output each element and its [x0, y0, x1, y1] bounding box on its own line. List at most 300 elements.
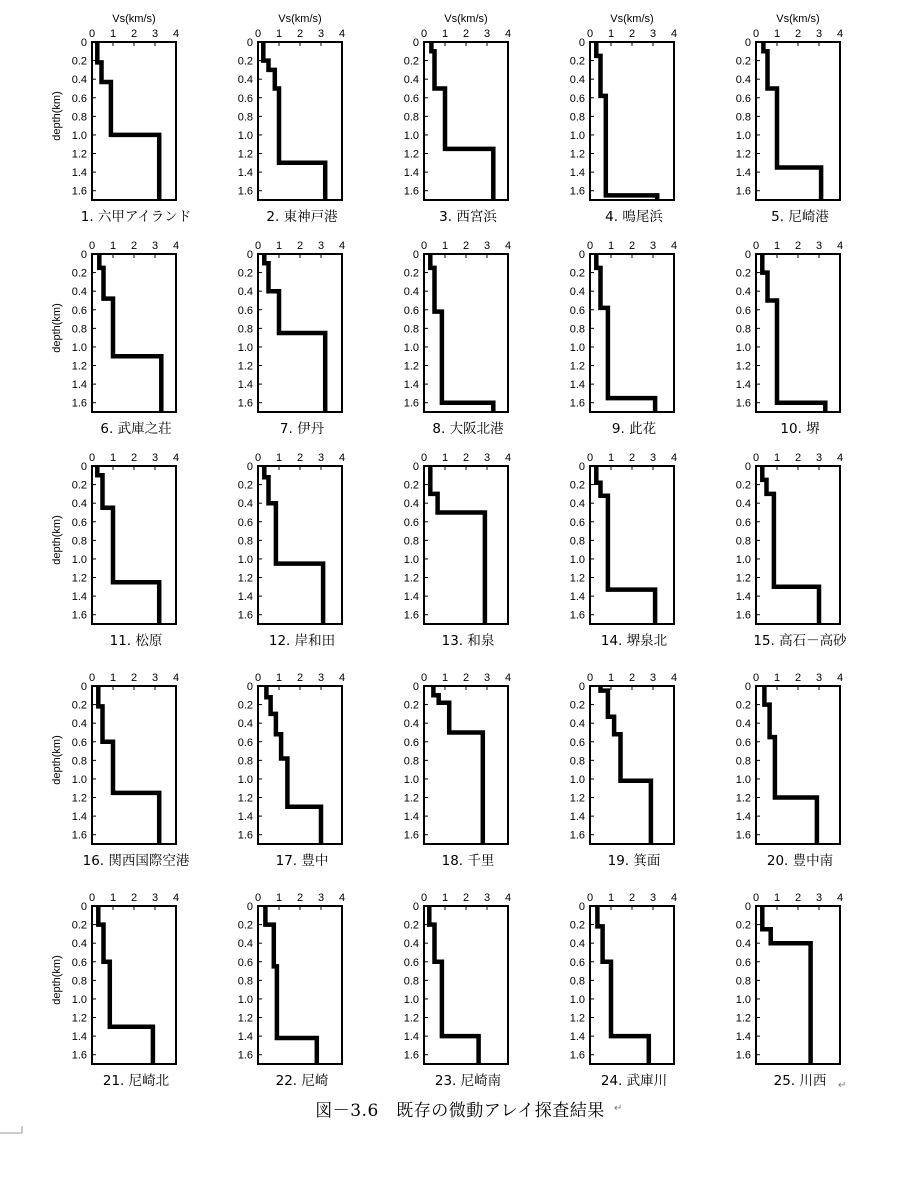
x-tick-label: 3	[317, 672, 325, 684]
y-tick-label: 0.6	[735, 956, 751, 969]
y-tick-label: 1.6	[71, 1049, 87, 1062]
x-tick-label: 2	[628, 892, 636, 904]
y-tick-label: 0.4	[237, 498, 253, 511]
y-tick-label: 1.2	[735, 148, 751, 161]
x-tick-label: 4	[338, 672, 346, 684]
y-tick-label: 0.2	[735, 267, 751, 280]
x-tick-label: 1	[109, 28, 117, 40]
y-tick-label: 1.0	[569, 129, 585, 142]
x-tick-label: 1	[275, 28, 283, 40]
x-tick-label: 1	[773, 452, 781, 464]
chart-title: 21. 尼崎北	[102, 1073, 170, 1089]
y-tick-label: 0.2	[71, 267, 87, 280]
y-tick-label: 0.8	[71, 111, 87, 124]
y-tick-label: 0.6	[71, 92, 87, 105]
x-axis-label: Vs(km/s)	[444, 13, 488, 25]
chart-title: 8. 大阪北港	[432, 421, 504, 437]
vs-profile-line	[98, 686, 159, 844]
y-tick-label: 1.2	[237, 148, 253, 161]
x-tick-label: 1	[773, 892, 781, 904]
y-tick-label: 1.4	[403, 379, 419, 392]
plot-frame	[590, 686, 674, 844]
x-tick-label: 2	[628, 672, 636, 684]
y-tick-label: 1.2	[237, 572, 253, 585]
y-tick-label: 0.2	[71, 699, 87, 712]
y-tick-label: 0.2	[569, 699, 585, 712]
vs-profile-line	[98, 906, 153, 1064]
x-tick-label: 0	[586, 28, 594, 40]
y-tick-label: 1.4	[237, 591, 253, 604]
y-tick-label: 1.2	[569, 1012, 585, 1025]
y-tick-label: 0.6	[735, 92, 751, 105]
x-tick-label: 1	[275, 892, 283, 904]
x-tick-label: 3	[483, 892, 491, 904]
figure-caption: 図－3.6 既存の微動アレイ探査結果	[315, 1101, 605, 1121]
x-tick-label: 0	[420, 28, 428, 40]
y-tick-label: 0	[744, 37, 751, 49]
y-tick-label: 0.4	[403, 718, 419, 731]
y-tick-label: 0.6	[735, 304, 751, 317]
x-tick-label: 3	[649, 672, 657, 684]
vs-profile-line	[596, 466, 655, 624]
y-tick-label: 0.8	[237, 755, 253, 768]
y-tick-label: 1.2	[569, 572, 585, 585]
x-tick-label: 3	[317, 452, 325, 464]
y-tick-label: 0.2	[237, 267, 253, 280]
x-tick-label: 3	[815, 28, 823, 40]
y-tick-label: 1.6	[735, 1049, 751, 1062]
y-tick-label: 0	[80, 461, 87, 473]
y-tick-label: 0.4	[569, 498, 585, 511]
vs-profile-line	[596, 42, 657, 200]
x-tick-label: 1	[441, 452, 449, 464]
y-tick-label: 1.2	[71, 572, 87, 585]
y-tick-label: 0	[246, 249, 253, 261]
x-tick-label: 4	[338, 240, 346, 252]
y-tick-label: 0.6	[569, 92, 585, 105]
x-tick-label: 1	[275, 240, 283, 252]
y-tick-label: 0.4	[237, 74, 253, 87]
y-tick-label: 0.6	[71, 304, 87, 317]
y-tick-label: 1.2	[403, 1012, 419, 1025]
x-tick-label: 4	[836, 672, 844, 684]
x-tick-label: 0	[586, 240, 594, 252]
x-tick-label: 2	[628, 452, 636, 464]
x-tick-label: 2	[462, 240, 470, 252]
vs-profile-line	[97, 466, 159, 624]
x-tick-label: 4	[670, 672, 678, 684]
y-tick-label: 0.2	[569, 479, 585, 492]
y-tick-label: 0.4	[71, 938, 87, 951]
y-tick-label: 0.6	[403, 736, 419, 749]
y-tick-label: 1.0	[569, 341, 585, 354]
y-tick-label: 1.0	[569, 553, 585, 566]
y-tick-label: 0.4	[403, 74, 419, 87]
y-tick-label: 0.2	[237, 55, 253, 68]
vs-profile-line	[597, 906, 648, 1064]
y-tick-label: 0.6	[237, 516, 253, 529]
y-tick-label: 0.2	[71, 479, 87, 492]
x-tick-label: 1	[109, 452, 117, 464]
y-tick-label: 1.4	[403, 167, 419, 180]
y-tick-label: 0.8	[71, 323, 87, 336]
x-tick-label: 0	[586, 672, 594, 684]
chart-title: 6. 武庫之荘	[100, 421, 172, 437]
y-tick-label: 1.4	[403, 811, 419, 824]
y-tick-label: 0.6	[569, 736, 585, 749]
chart-panel	[51, 13, 191, 225]
x-tick-label: 0	[88, 240, 96, 252]
chart-panel	[570, 672, 677, 869]
x-tick-label: 1	[441, 672, 449, 684]
y-tick-label: 0	[744, 901, 751, 913]
y-tick-label: 0.4	[71, 286, 87, 299]
chart-title: 1. 六甲アイランド	[80, 209, 192, 225]
y-tick-label: 1.2	[71, 148, 87, 161]
y-tick-label: 1.6	[569, 1049, 585, 1062]
y-tick-label: 1.6	[403, 829, 419, 842]
vs-profile-line	[764, 686, 817, 844]
y-tick-label: 1.4	[735, 1031, 751, 1044]
return-mark-icon: ↵	[614, 1103, 623, 1114]
y-tick-label: 1.0	[237, 773, 253, 786]
y-tick-label: 1.6	[403, 609, 419, 622]
y-tick-label: 1.6	[569, 397, 585, 410]
y-tick-label: 0.8	[735, 975, 751, 988]
plot-frame	[424, 686, 508, 844]
x-tick-label: 1	[607, 28, 615, 40]
x-tick-label: 2	[130, 892, 138, 904]
x-tick-label: 3	[151, 452, 159, 464]
x-tick-label: 4	[172, 892, 180, 904]
y-tick-label: 0.2	[403, 479, 419, 492]
y-tick-label: 0.4	[71, 718, 87, 731]
x-tick-label: 3	[483, 672, 491, 684]
x-tick-label: 3	[815, 452, 823, 464]
y-tick-label: 1.0	[71, 773, 87, 786]
y-tick-label: 0.2	[403, 55, 419, 68]
chart-panel	[404, 13, 511, 225]
y-tick-label: 1.2	[237, 1012, 253, 1025]
y-tick-label: 0.6	[237, 956, 253, 969]
x-tick-label: 1	[607, 672, 615, 684]
chart-title: 7. 伊丹	[279, 421, 325, 437]
vs-profile-line	[762, 906, 810, 1064]
x-tick-label: 4	[670, 452, 678, 464]
chart-panel	[238, 892, 345, 1089]
chart-panel	[51, 892, 179, 1089]
y-tick-label: 0.4	[237, 938, 253, 951]
x-tick-label: 0	[88, 892, 96, 904]
y-tick-label: 0.6	[237, 736, 253, 749]
y-tick-label: 1.2	[71, 1012, 87, 1025]
y-tick-label: 1.4	[735, 167, 751, 180]
vs-profile-line	[762, 254, 825, 412]
y-tick-label: 1.6	[237, 1049, 253, 1062]
y-tick-label: 0.6	[71, 736, 87, 749]
y-tick-label: 1.4	[735, 811, 751, 824]
x-axis-label: Vs(km/s)	[610, 13, 654, 25]
chart-title: 15. 高石－高砂	[753, 633, 847, 649]
y-tick-label: 0.6	[237, 304, 253, 317]
x-tick-label: 3	[815, 892, 823, 904]
y-tick-label: 0	[412, 901, 419, 913]
x-tick-label: 2	[628, 28, 636, 40]
y-tick-label: 1.2	[403, 148, 419, 161]
x-tick-label: 1	[607, 240, 615, 252]
x-tick-label: 4	[836, 28, 844, 40]
y-tick-label: 0.4	[569, 718, 585, 731]
y-tick-label: 1.6	[569, 185, 585, 198]
x-tick-label: 4	[172, 240, 180, 252]
chart-panel	[51, 240, 179, 437]
y-tick-label: 1.6	[403, 397, 419, 410]
chart-panel	[736, 672, 843, 869]
x-tick-label: 3	[151, 892, 159, 904]
x-tick-label: 3	[483, 240, 491, 252]
y-tick-label: 1.6	[735, 397, 751, 410]
y-tick-label: 1.4	[569, 379, 585, 392]
y-tick-label: 1.6	[403, 185, 419, 198]
x-tick-label: 4	[504, 452, 512, 464]
y-tick-label: 0.4	[237, 286, 253, 299]
x-tick-label: 4	[504, 672, 512, 684]
y-axis-label: depth(km)	[51, 91, 63, 141]
y-tick-label: 1.4	[237, 167, 253, 180]
y-tick-label: 0.6	[735, 736, 751, 749]
y-tick-label: 0.4	[403, 938, 419, 951]
vs-profile-line	[97, 42, 159, 200]
y-tick-label: 0	[80, 37, 87, 49]
chart-panel	[51, 672, 190, 869]
y-tick-label: 0	[578, 37, 585, 49]
y-tick-label: 0.2	[735, 699, 751, 712]
y-tick-label: 1.4	[569, 167, 585, 180]
y-tick-label: 0.2	[569, 55, 585, 68]
y-tick-label: 1.6	[735, 185, 751, 198]
y-tick-label: 1.4	[71, 591, 87, 604]
y-tick-label: 1.6	[735, 609, 751, 622]
chart-panel	[736, 240, 843, 437]
y-axis-label: depth(km)	[51, 955, 63, 1005]
chart-title: 11. 松原	[109, 633, 163, 649]
x-tick-label: 3	[317, 28, 325, 40]
y-tick-label: 0.4	[735, 718, 751, 731]
y-tick-label: 0	[246, 37, 253, 49]
x-tick-label: 2	[794, 28, 802, 40]
y-tick-label: 0	[744, 681, 751, 693]
y-tick-label: 1.0	[569, 993, 585, 1006]
x-tick-label: 2	[130, 28, 138, 40]
x-tick-label: 0	[420, 672, 428, 684]
y-tick-label: 1.0	[237, 341, 253, 354]
y-tick-label: 0	[412, 681, 419, 693]
y-tick-label: 0.4	[403, 286, 419, 299]
y-tick-label: 1.4	[237, 1031, 253, 1044]
y-axis-label: depth(km)	[51, 303, 63, 353]
x-tick-label: 3	[483, 452, 491, 464]
x-tick-label: 4	[504, 240, 512, 252]
x-tick-label: 0	[254, 452, 262, 464]
x-tick-label: 1	[109, 892, 117, 904]
x-tick-label: 3	[815, 672, 823, 684]
y-tick-label: 1.4	[237, 379, 253, 392]
chart-title: 13. 和泉	[441, 633, 495, 649]
y-tick-label: 0.8	[71, 535, 87, 548]
y-tick-label: 0.2	[237, 919, 253, 932]
y-tick-label: 1.0	[735, 993, 751, 1006]
y-axis-label: depth(km)	[51, 515, 63, 565]
chart-title: 3. 西宮浜	[439, 209, 497, 225]
chart-panel	[404, 892, 511, 1089]
y-tick-label: 1.2	[237, 360, 253, 373]
y-tick-label: 0.6	[237, 92, 253, 105]
vs-profile-line	[99, 254, 161, 412]
y-tick-label: 1.0	[735, 341, 751, 354]
y-tick-label: 0.8	[237, 323, 253, 336]
x-tick-label: 4	[836, 452, 844, 464]
y-tick-label: 0.8	[735, 323, 751, 336]
y-tick-label: 0.2	[403, 919, 419, 932]
x-tick-label: 0	[88, 28, 96, 40]
y-tick-label: 1.6	[569, 609, 585, 622]
y-tick-label: 0	[578, 681, 585, 693]
chart-panel	[238, 240, 345, 437]
x-tick-label: 0	[586, 452, 594, 464]
x-tick-label: 0	[88, 672, 96, 684]
y-tick-label: 0.8	[569, 535, 585, 548]
chart-title: 4. 鳴尾浜	[605, 209, 663, 225]
vs-profile-line	[433, 686, 482, 844]
y-tick-label: 0.8	[403, 755, 419, 768]
chart-panel	[570, 892, 677, 1089]
y-tick-label: 0.4	[569, 74, 585, 87]
y-tick-label: 0.6	[403, 92, 419, 105]
y-tick-label: 0.2	[403, 699, 419, 712]
y-tick-label: 0.6	[569, 304, 585, 317]
y-tick-label: 1.6	[71, 829, 87, 842]
y-tick-label: 0.8	[403, 111, 419, 124]
y-tick-label: 1.6	[71, 397, 87, 410]
chart-panel	[238, 452, 345, 649]
x-tick-label: 0	[752, 892, 760, 904]
x-tick-label: 4	[172, 28, 180, 40]
y-tick-label: 0.8	[237, 111, 253, 124]
y-tick-label: 1.4	[735, 379, 751, 392]
x-tick-label: 4	[836, 892, 844, 904]
vs-profile-line	[762, 466, 819, 624]
y-tick-label: 1.2	[71, 360, 87, 373]
y-tick-label: 1.4	[71, 1031, 87, 1044]
y-tick-label: 0.8	[569, 323, 585, 336]
x-tick-label: 1	[773, 672, 781, 684]
y-tick-label: 0	[246, 461, 253, 473]
x-tick-label: 1	[275, 452, 283, 464]
x-tick-label: 0	[254, 892, 262, 904]
chart-panel	[736, 452, 847, 649]
x-tick-label: 2	[296, 240, 304, 252]
y-tick-label: 0.4	[735, 938, 751, 951]
y-tick-label: 0	[80, 681, 87, 693]
y-tick-label: 1.0	[403, 993, 419, 1006]
x-tick-label: 1	[607, 452, 615, 464]
chart-title: 20. 豊中南	[766, 853, 834, 869]
x-tick-label: 2	[628, 240, 636, 252]
vs-profile-line	[264, 254, 325, 412]
y-tick-label: 1.0	[71, 993, 87, 1006]
x-tick-label: 0	[586, 892, 594, 904]
chart-panel	[404, 452, 511, 649]
y-tick-label: 0.6	[403, 956, 419, 969]
x-tick-label: 1	[441, 240, 449, 252]
y-tick-label: 0.6	[569, 956, 585, 969]
chart-panel	[404, 240, 511, 437]
y-tick-label: 0.8	[403, 323, 419, 336]
y-tick-label: 1.2	[569, 148, 585, 161]
chart-title: 16. 関西国際空港	[82, 853, 190, 869]
y-tick-label: 0	[246, 681, 253, 693]
x-tick-label: 0	[254, 240, 262, 252]
vs-profile-line	[430, 466, 485, 624]
x-tick-label: 4	[338, 28, 346, 40]
y-tick-label: 0.8	[237, 975, 253, 988]
y-tick-label: 1.2	[569, 792, 585, 805]
x-tick-label: 0	[420, 892, 428, 904]
y-tick-label: 1.0	[735, 773, 751, 786]
y-tick-label: 0.8	[237, 535, 253, 548]
y-tick-label: 0.6	[71, 516, 87, 529]
y-tick-label: 1.4	[71, 379, 87, 392]
y-tick-label: 0.4	[735, 74, 751, 87]
y-tick-label: 0	[80, 901, 87, 913]
y-tick-label: 0.4	[71, 74, 87, 87]
return-mark-icon: ↵	[838, 1080, 847, 1091]
y-tick-label: 0.4	[569, 938, 585, 951]
y-tick-label: 1.0	[403, 129, 419, 142]
y-tick-label: 0	[412, 461, 419, 473]
x-tick-label: 0	[752, 452, 760, 464]
plot-frame	[258, 906, 342, 1064]
y-tick-label: 0.2	[237, 699, 253, 712]
y-tick-label: 0.2	[569, 267, 585, 280]
y-tick-label: 0.2	[71, 55, 87, 68]
chart-title: 12. 岸和田	[268, 633, 336, 649]
x-tick-label: 2	[462, 28, 470, 40]
chart-title: 19. 箕面	[607, 853, 661, 869]
y-tick-label: 0.8	[403, 975, 419, 988]
y-tick-label: 0.6	[569, 516, 585, 529]
y-tick-label: 1.4	[237, 811, 253, 824]
y-tick-label: 0.8	[403, 535, 419, 548]
x-tick-label: 3	[649, 28, 657, 40]
y-tick-label: 0	[578, 901, 585, 913]
x-tick-label: 0	[88, 452, 96, 464]
y-tick-label: 1.0	[237, 993, 253, 1006]
y-tick-label: 1.0	[735, 129, 751, 142]
y-tick-label: 1.4	[569, 591, 585, 604]
x-tick-label: 1	[773, 28, 781, 40]
y-tick-label: 1.0	[237, 129, 253, 142]
y-tick-label: 1.0	[71, 341, 87, 354]
x-tick-label: 0	[752, 28, 760, 40]
chart-title: 23. 尼崎南	[434, 1073, 502, 1089]
y-tick-label: 1.0	[403, 341, 419, 354]
y-tick-label: 1.4	[735, 591, 751, 604]
x-tick-label: 4	[670, 28, 678, 40]
x-axis-label: Vs(km/s)	[112, 13, 156, 25]
x-tick-label: 0	[254, 28, 262, 40]
chart-panel	[736, 892, 843, 1089]
